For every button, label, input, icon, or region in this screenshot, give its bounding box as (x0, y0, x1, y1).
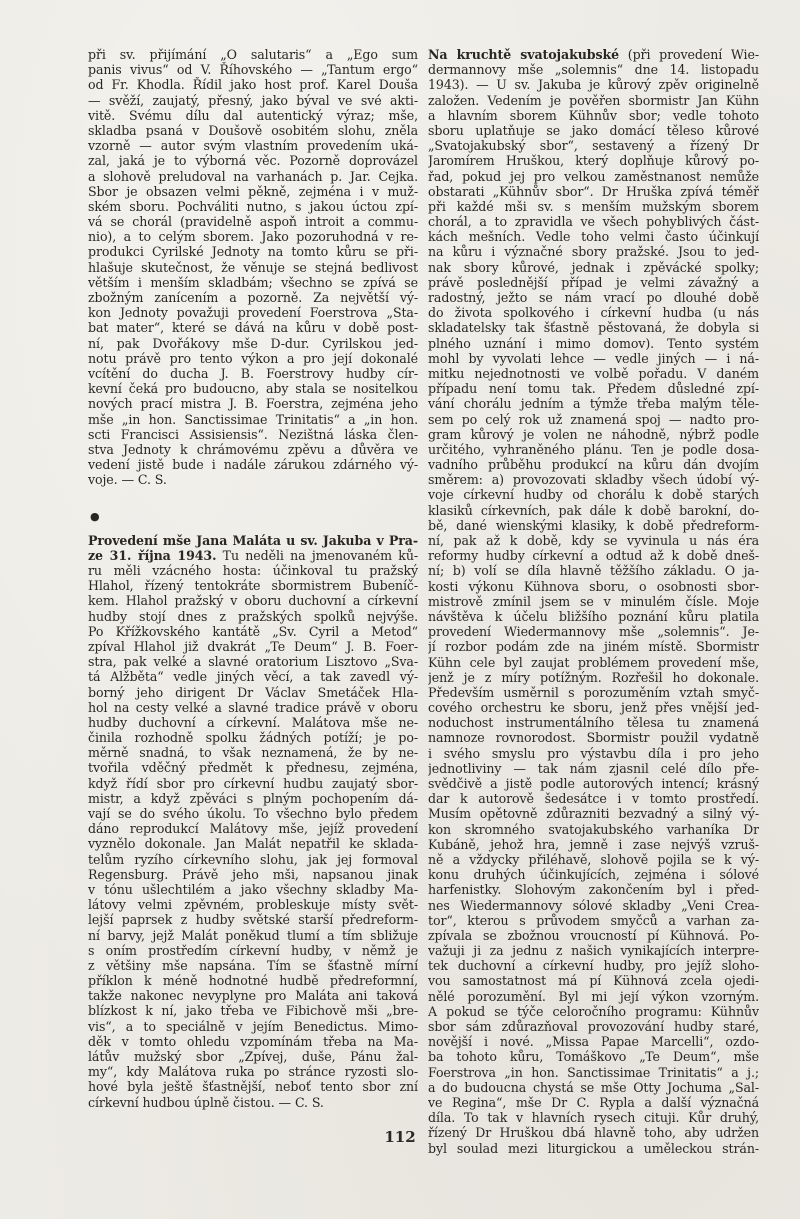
text-line: nak sbory kůrové, jednak i zpěvácké spolky; (428, 259, 759, 275)
article-body (88, 563, 418, 1110)
text-line: ní barvy, jejž Malát poněkud tlumí a tím sbližuje (88, 927, 418, 943)
text-line: Regensburg. Právě jeho mši, napsanou jinak (88, 866, 418, 882)
text-line: dar k autorově šedesátce i v tomto prostředí. (428, 791, 759, 807)
text-line: ně a vždycky přiléhavě, slohově pojila se k vý- (428, 851, 759, 867)
text-line: látovy velmi zpěvném, probleskuje místy svět- (88, 897, 418, 913)
text-line: vedení jistě bude i nadále zárukou zdárného vý- (88, 457, 418, 473)
spacer (88, 487, 418, 509)
spacer (88, 525, 418, 533)
text-line: hové byla ještě šťastnější, neboť tento sbor zní (88, 1079, 418, 1095)
text-line: děk v tomto ohledu vzpomínám třeba na Ma- (88, 1033, 418, 1049)
text-line: na kůru i význačné sbory pražské. Jsou to jed- (428, 244, 759, 260)
text-line: provedení Wiedermannovy mše „solemnis“. Je- (428, 624, 759, 640)
text-line: stra, pak velké a slavné oratorium Lisztovo „Sva- (88, 654, 418, 670)
text-line: směrem: a) provozovati skladby všech údobí vý- (428, 472, 759, 488)
text-line: kon skromného svatojakubského varhaníka Dr (428, 821, 759, 837)
text-line: vají se do svého úkolu. To všechno bylo předem (88, 806, 418, 821)
text-line: sbor sám zdůrazňoval provozování hudby staré, (428, 1019, 759, 1034)
text-line: ském sboru. Pochváliti nutno, s jakou úctou zpí- (88, 198, 418, 214)
text-line: mše „in hon. Sanctissimae Trinitatis“ a „in hon. (88, 411, 418, 427)
text-line: a do budoucna chystá se mše Otty Jochuma „Sal- (428, 1079, 759, 1095)
text-line: harfenistky. Slohovým zakončením byl i před- (428, 882, 759, 898)
text-line: produkci Cyrilské Jednoty na tomto kůru se při- (88, 244, 418, 260)
article-heading-date: ze 31. října 1943. (88, 547, 217, 563)
text-line: plného uznání i mimo domov). Tento systém (428, 335, 759, 351)
text-line: hudby duchovní a církevní. Malátova mše ne- (88, 714, 418, 730)
text-line: návštěva k účelu bližšího poznání kůru platila (428, 608, 759, 624)
text-line: Musím opětovně zdůrazniti bezvadný a silný vý- (428, 806, 759, 822)
text-line: konu druhých účinkujících, zejména i sólové (428, 867, 759, 883)
text-line: vis“, a to speciálně v jejím Benedictus. Mimo- (88, 1018, 418, 1034)
right-column (428, 47, 759, 1156)
text-line: — svěží, zaujatý, přesný, jako býval ve své akti- (88, 92, 418, 108)
text-line: namnoze rovnorodost. Sbormistr použil vydatně (428, 730, 759, 746)
section-bullet: ● (90, 510, 100, 524)
text-line: nes Wiedermannovy sólové skladby „Veni Crea- (428, 897, 759, 913)
text-line: mohl by vyvolati lehce — vedle jiných — i ná- (428, 350, 759, 366)
text-line: Jaromírem Hruškou, který doplňuje kůrový po- (428, 153, 759, 169)
text-line: jednotliviny — tak nám zjasnil celé dílo pře- (428, 760, 759, 776)
text-line: vá se chorál (pravidelně aspoň introit a commu- (88, 214, 418, 230)
page-number: 112 (384, 1128, 416, 1146)
text-line: zpívala se zbožnou vroucností pí Kühnová. Po- (428, 927, 759, 943)
text-line: svědčivě a jistě podle autorových intencí; krásný (428, 776, 759, 791)
text-line: založen. Vedením je pověřen sbormistr Jan Kühn (428, 92, 759, 108)
text-line: v tónu ušlechtilém a jako všechny skladby Ma- (88, 881, 418, 897)
text-line: kosti výkonu Kühnova sboru, o osobnosti sbor- (428, 578, 759, 594)
text-line: kách mešních. Vedle toho velmi často účinkují (428, 229, 759, 245)
text-line: ru měli vzácného hosta: účinkoval tu pražský (88, 563, 418, 578)
article-heading-continued (88, 548, 418, 563)
text-line: mistr, a když zpěváci s plným pochopením dá- (88, 790, 418, 806)
text-line: církevní hudbou úplně čistou. — C. S. (88, 1094, 324, 1110)
text-line: příklon k méně hodnotné hudbě předreformní, (88, 973, 418, 989)
text-line: takže nakonec nevyplyne pro Maláta ani taková (88, 988, 418, 1004)
text-line: řízený Dr Hruškou dbá hlavně toho, aby udržen (428, 1125, 759, 1141)
text-line: Hlahol, řízený tentokráte sbormistrem Bubeníč- (88, 578, 418, 594)
text-line: hol na cesty velké a slavné tradice právě v oboru (88, 699, 418, 715)
article-malat-mass (88, 533, 418, 1110)
article-st-james-choir (428, 47, 759, 1156)
text-line: A pokud se týče celoročního programu: Kühnův (428, 1003, 759, 1019)
text-line: notu právě pro tento výkon a pro její dokonalé (88, 350, 418, 366)
text-line: tek duchovní a církevní hudby, pro jejíž sloho- (428, 958, 759, 974)
text-line: Po Křížkovského kantátě „Sv. Cyril a Metod“ (88, 623, 418, 639)
text-line: Foerstrova „in hon. Sanctissimae Trinitatis“ a j.; (428, 1064, 759, 1080)
text-line: a slohově preludoval na varhanách p. Jar. Cejka. (88, 168, 418, 184)
text-line: bat mater“, které se dává na kůru v době post- (88, 320, 418, 336)
text-line: díla. To tak v hlavních rysech cituji. Kůr druhý, (428, 1110, 759, 1126)
text-line: dermannovy mše „solemnis“ dne 14. listopadu (428, 62, 759, 78)
text-line: panis vivus“ od V. Říhovského — „Tantum ergo“ (88, 62, 418, 78)
text-line: byl soulad mezi liturgickou a uměleckou strán- (428, 1140, 759, 1156)
text-line: řad, pokud jej pro velkou zaměstnanost nemůže (428, 168, 759, 184)
article-heading: Provedení mše Jana Maláta u sv. Jakuba v Pra- (88, 532, 418, 548)
text-line: scti Francisci Assisiensis“. Nezištná láska člen- (88, 426, 418, 442)
text-line: kem. Hlahol pražský v oboru duchovní a církevní (88, 593, 418, 609)
text-line: vitě. Svému dílu dal autentický výraz; mše, (88, 107, 418, 123)
article-church-choir-continued (88, 47, 418, 487)
text-line: hlašuje skutečnost, že věnuje se stejná bedlivost (88, 259, 418, 275)
text-line: noduchost instrumentálního tělesa tu znamená (428, 715, 759, 731)
text-line: Především usměrnil s porozuměním vztah smyč- (428, 684, 759, 700)
text-line: lejší paprsek z hudby světské starší předreform- (88, 912, 418, 928)
text-line: tvořila vděčný předmět k přednesu, zejména, (88, 760, 418, 776)
text-line: při každé mši sv. s menším mužským sborem (428, 198, 759, 214)
text-line: když řídí sbor pro církevní hudbu zaujatý sbor- (88, 775, 418, 791)
text-line: s oním prostředím církevní hudby, v němž je (88, 942, 418, 958)
text-line: hudby stojí dnes z pražských spolků nejvýše. (88, 608, 418, 624)
text-line: mitku nejednotnosti ve volbě pořadu. V daném (428, 365, 759, 381)
text-line: cového orchestru ke sboru, jenž přes vnější jed- (428, 700, 759, 716)
text-line: dáno reprodukcí Malátovy mše, jejíž provedení (88, 821, 418, 837)
text-line: borný jeho dirigent Dr Václav Smetáček Hla- (88, 684, 418, 700)
text-line: kevní čeká pro budoucno, aby stala se nositelkou (88, 381, 418, 397)
left-column (88, 47, 418, 1110)
text-line: tor“, kterou s průvodem smyčců a varhan za- (428, 912, 759, 928)
text-line: vou samostatnost má pí Kühnová zcela ojedi- (428, 973, 759, 989)
text-line: klasiků církevních, pak dále k době barokní, do- (428, 502, 759, 518)
article-heading-line (428, 47, 759, 62)
text-line: skladatelsky tak šťastně pěstovaná, že dobyla si (428, 320, 759, 336)
text-line: radostný, ježto se nám vrací po dlouhé době (428, 290, 759, 305)
text-line: ní, pak Dvořákovy mše D-dur. Cyrilskou jed- (88, 335, 418, 351)
text-line: blízkost k ní, jako třeba ve Fibichově mši „bre- (88, 1003, 418, 1019)
text-line: reformy hudby církevní a odtud až k době dneš- (428, 548, 759, 564)
text-line: telům ryzího církevního slohu, jak jej formoval (88, 851, 418, 867)
text-line: nových prací mistra J. B. Foerstra, zejména jeho (88, 396, 418, 412)
text-line: ní; b) volí se díla hlavně těžšího základu. O ja- (428, 563, 759, 579)
text-line: právě poslednější případ je velmi závažný a (428, 274, 759, 290)
text-line: tá Alžběta“ vedle jiných věcí, a tak zavedl vý- (88, 669, 418, 685)
article-body (428, 62, 759, 1156)
text-line: važuji ji za jednu z našich vynikajících interpre- (428, 943, 759, 959)
text-line: měrně snadná, to však neznamená, že by ne- (88, 745, 418, 761)
text-line: vcítění do ducha J. B. Foerstrovy hudby cír- (88, 365, 418, 381)
text-line: zpíval Hlahol již dvakrát „Te Deum“ J. B. Foer- (88, 638, 418, 654)
text-line: nio), a to celým sborem. Jako pozoruhodná v re- (88, 229, 418, 245)
text-line: vyznělo dokonale. Jan Malát nepatřil ke sklada- (88, 836, 418, 852)
text-line: činila rozhodně spolku žádných potíží; je po- (88, 730, 418, 746)
text-line: jenž je z míry potížným. Rozřešil ho dokonale. (428, 669, 759, 685)
text-line: vzorně — autor svým vlastním provedením uká- (88, 138, 418, 154)
text-line: novější i nové. „Missa Papae Marcelli“, ozdo- (428, 1034, 759, 1050)
text-line: stva Jednoty k chrámovému zpěvu a důvěra ve (88, 441, 418, 457)
text-line: voje církevní hudby od chorálu k době starých (428, 487, 759, 503)
article-text: (při provedení Wie- (618, 47, 759, 62)
text-line: gram kůrový je volen ne náhodně, nýbrž podle (428, 426, 759, 442)
text-line: zal, jaká je to výborná věc. Pozorně doprovázel (88, 153, 418, 169)
text-line: ba tohoto kůru, Tomáškovo „Te Deum“, mše (428, 1049, 759, 1065)
text-line: vání chorálu jedním a týmže třeba malým těle- (428, 396, 759, 412)
text-line: kon Jednoty považuji provedení Foerstrova „Sta- (88, 305, 418, 321)
text-line: při sv. přijímání „O salutaris“ a „Ego sum (88, 47, 418, 62)
text-line: od Fr. Khodla. Řídil jako host prof. Karel Douša (88, 77, 418, 93)
text-line: skladba psaná v Doušově osobitém slohu, zněla (88, 122, 418, 138)
text-line: a hlavním sborem Kühnův sbor; vedle tohoto (428, 107, 759, 123)
text-line: ve Regina“, mše Dr C. Rypla a další význačná (428, 1094, 759, 1110)
text-line: 1943). — U sv. Jakuba je kůrový zpěv originelně (428, 77, 759, 93)
article-text: Tu neděli na jmenovaném ků- (216, 547, 418, 563)
text-line: do života spolkového i církevní hudba (u nás (428, 305, 759, 321)
text-line: „Svatojakubský sbor“, sestavený a řízený Dr (428, 138, 759, 154)
text-line: látův mužský sbor „Zpívej, duše, Pánu žal- (88, 1049, 418, 1064)
text-line: nělé porozumění. Byl mi její výkon vzorným. (428, 988, 759, 1004)
text-line: Sbor je obsazen velmi pěkně, zejména i v muž- (88, 183, 418, 199)
text-line: chorál, a to zpravidla ve všech pohyblivých část- (428, 214, 759, 230)
text-line: z většiny mše napsána. Tím se šťastně mírní (88, 957, 418, 973)
text-line: případu není tomu tak. Předem důsledné zpí- (428, 381, 759, 397)
text-line: voje. — C. S. (88, 472, 167, 488)
text-line: ní, pak až k době, kdy se vyvinula u nás éra (428, 533, 759, 548)
text-line: vadního průběhu produkcí na kůru dán dvojím (428, 457, 759, 473)
text-line: sem po celý rok už znamená spoj — nadto pro- (428, 411, 759, 427)
text-line: Kühn cele byl zaujat problémem provedení mše, (428, 654, 759, 670)
text-line: my“, kdy Malátova ruka po stránce ryzosti slo- (88, 1064, 418, 1080)
text-line: bě, dané wienskými klasiky, k době předreform- (428, 517, 759, 533)
text-line: sboru uplatňuje se jako domácí těleso kůrové (428, 122, 759, 138)
text-line: jí rozbor podám zde na jiném místě. Sbormistr (428, 639, 759, 655)
article-heading: Na kruchtě svatojakubské (428, 47, 619, 62)
text-line: obstarati „Kühnův sbor“. Dr Hruška zpívá téměř (428, 183, 759, 199)
text-line: určitého, vyhraněného plánu. Ten je podle dosa- (428, 441, 759, 457)
text-line: větším i menším skladbám; všechno se zpívá se (88, 274, 418, 290)
text-line: zbožným zanícením a pozorně. Za největší vý- (88, 290, 418, 305)
text-line: Kubáně, jehož hra, jemně i zase nejvýš vzruš- (428, 836, 759, 852)
text-line: i svého smyslu pro výstavbu díla i pro jeho (428, 745, 759, 761)
text-line: mistrově zmínil jsem se v minulém čísle. Moje (428, 593, 759, 609)
